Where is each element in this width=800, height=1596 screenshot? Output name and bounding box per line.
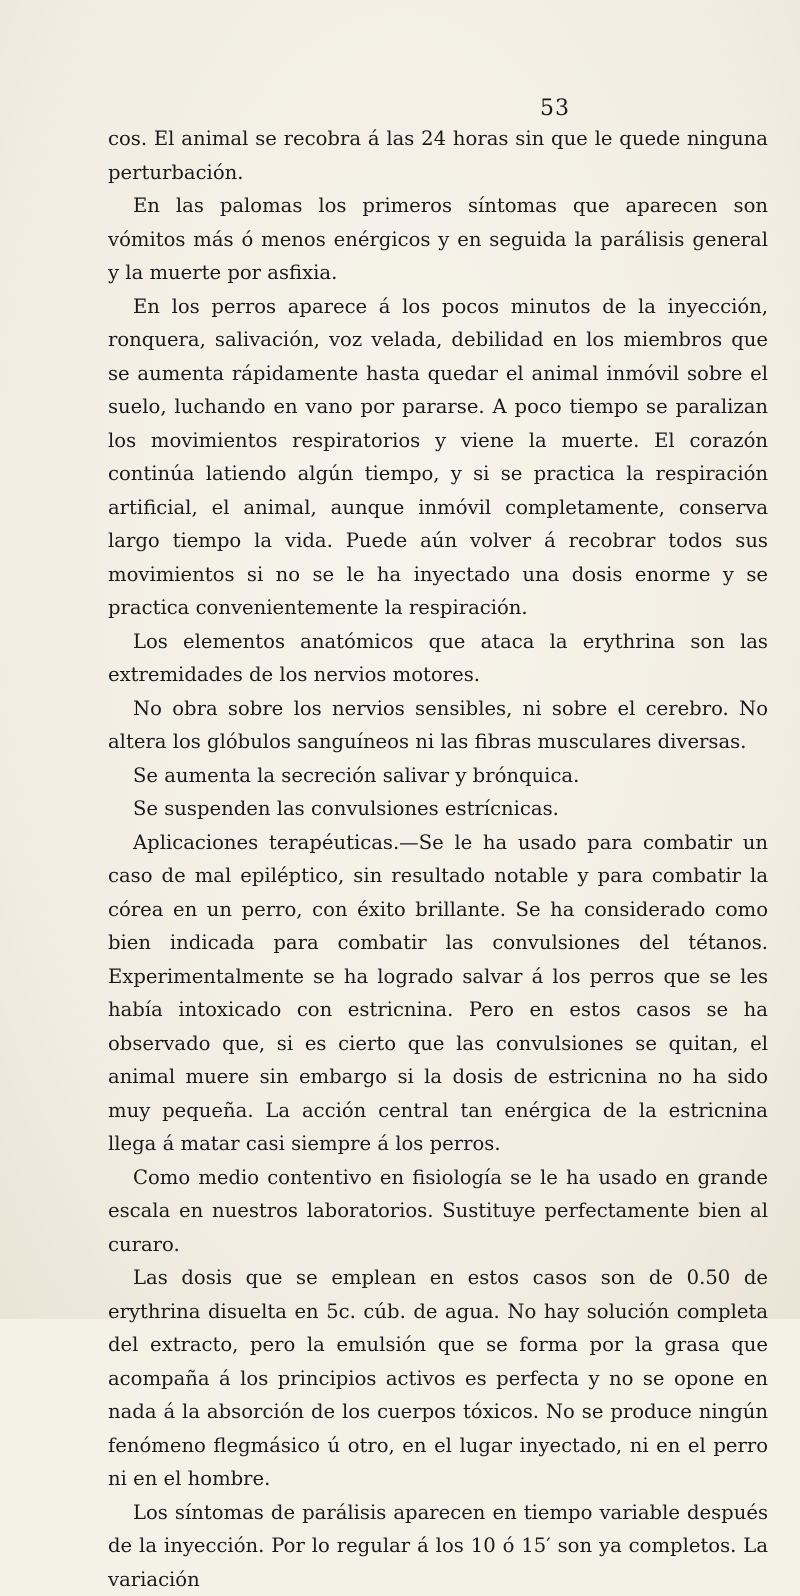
paragraph: En los perros aparece á los pocos minutos de la inyección, ronquera, salivación, voz velada, debilidad en los miembros que se aumenta rápidamente hasta quedar el animal inmóvil sobre el suelo, luchando en vano por pararse. A poco tiempo se paralizan los movimientos respiratorios y viene la muerte. El corazón continúa latiendo algún tiempo, y si se practica la respiración artificial, el animal, aunque inmóvil completamente, conserva largo tiempo la vida. Puede aún volver á recobrar todos sus movimientos si no se le ha inyectado una dosis enorme y se practica convenientemente la respiración. bbox=[108, 290, 768, 625]
body-text bbox=[108, 122, 768, 1596]
paragraph: cos. El animal se recobra á las 24 horas sin que le quede ninguna perturbación. bbox=[108, 122, 768, 189]
paragraph: Las dosis que se emplean en estos casos son de 0.50 de erythrina disuelta en 5c. cúb. de agua. No hay solución completa del extracto, pero la emulsión que se forma por la grasa que acompaña á los principios activos es perfecta y no se opone en nada á la absorción de los cuerpos tóxicos. No se produce ningún fenómeno flegmásico ú otro, en el lugar inyectado, ni en el perro ni en el hombre. bbox=[108, 1261, 768, 1496]
paragraph: Los elementos anatómicos que ataca la erythrina son las extremidades de los nervios motores. bbox=[108, 625, 768, 692]
paragraph: Como medio contentivo en fisiología se le ha usado en grande escala en nuestros laboratorios. Sustituye perfectamente bien al curaro. bbox=[108, 1161, 768, 1262]
paragraph: Los síntomas de parálisis aparecen en tiempo variable después de la inyección. Por lo regular á los 10 ó 15′ son ya completos. La variación bbox=[108, 1496, 768, 1596]
paragraph: No obra sobre los nervios sensibles, ni sobre el cerebro. No altera los glóbulos sanguíneos ni las fibras musculares diversas. bbox=[108, 692, 768, 759]
paragraph: Se suspenden las convulsiones estrícnicas. bbox=[108, 792, 768, 826]
paragraph: Aplicaciones terapéuticas.—Se le ha usado para combatir un caso de mal epiléptico, sin resultado notable y para combatir la córea en un perro, con éxito brillante. Se ha considerado como bien indicada para combatir las convulsiones del tétanos. Experimentalmente se ha logrado salvar á los perros que se les había intoxicado con estricnina. Pero en estos casos se ha observado que, si es cierto que las convulsiones se quitan, el animal muere sin embargo si la dosis de estricnina no ha sido muy pequeña. La acción central tan enérgica de la estricnina llega á matar casi siempre á los perros. bbox=[108, 826, 768, 1161]
paragraph: En las palomas los primeros síntomas que aparecen son vómitos más ó menos enérgicos y en seguida la parálisis general y la muerte por asfixia. bbox=[108, 189, 768, 290]
paragraph: Se aumenta la secreción salivar y brónquica. bbox=[108, 759, 768, 793]
page-number: 53 bbox=[540, 96, 570, 121]
